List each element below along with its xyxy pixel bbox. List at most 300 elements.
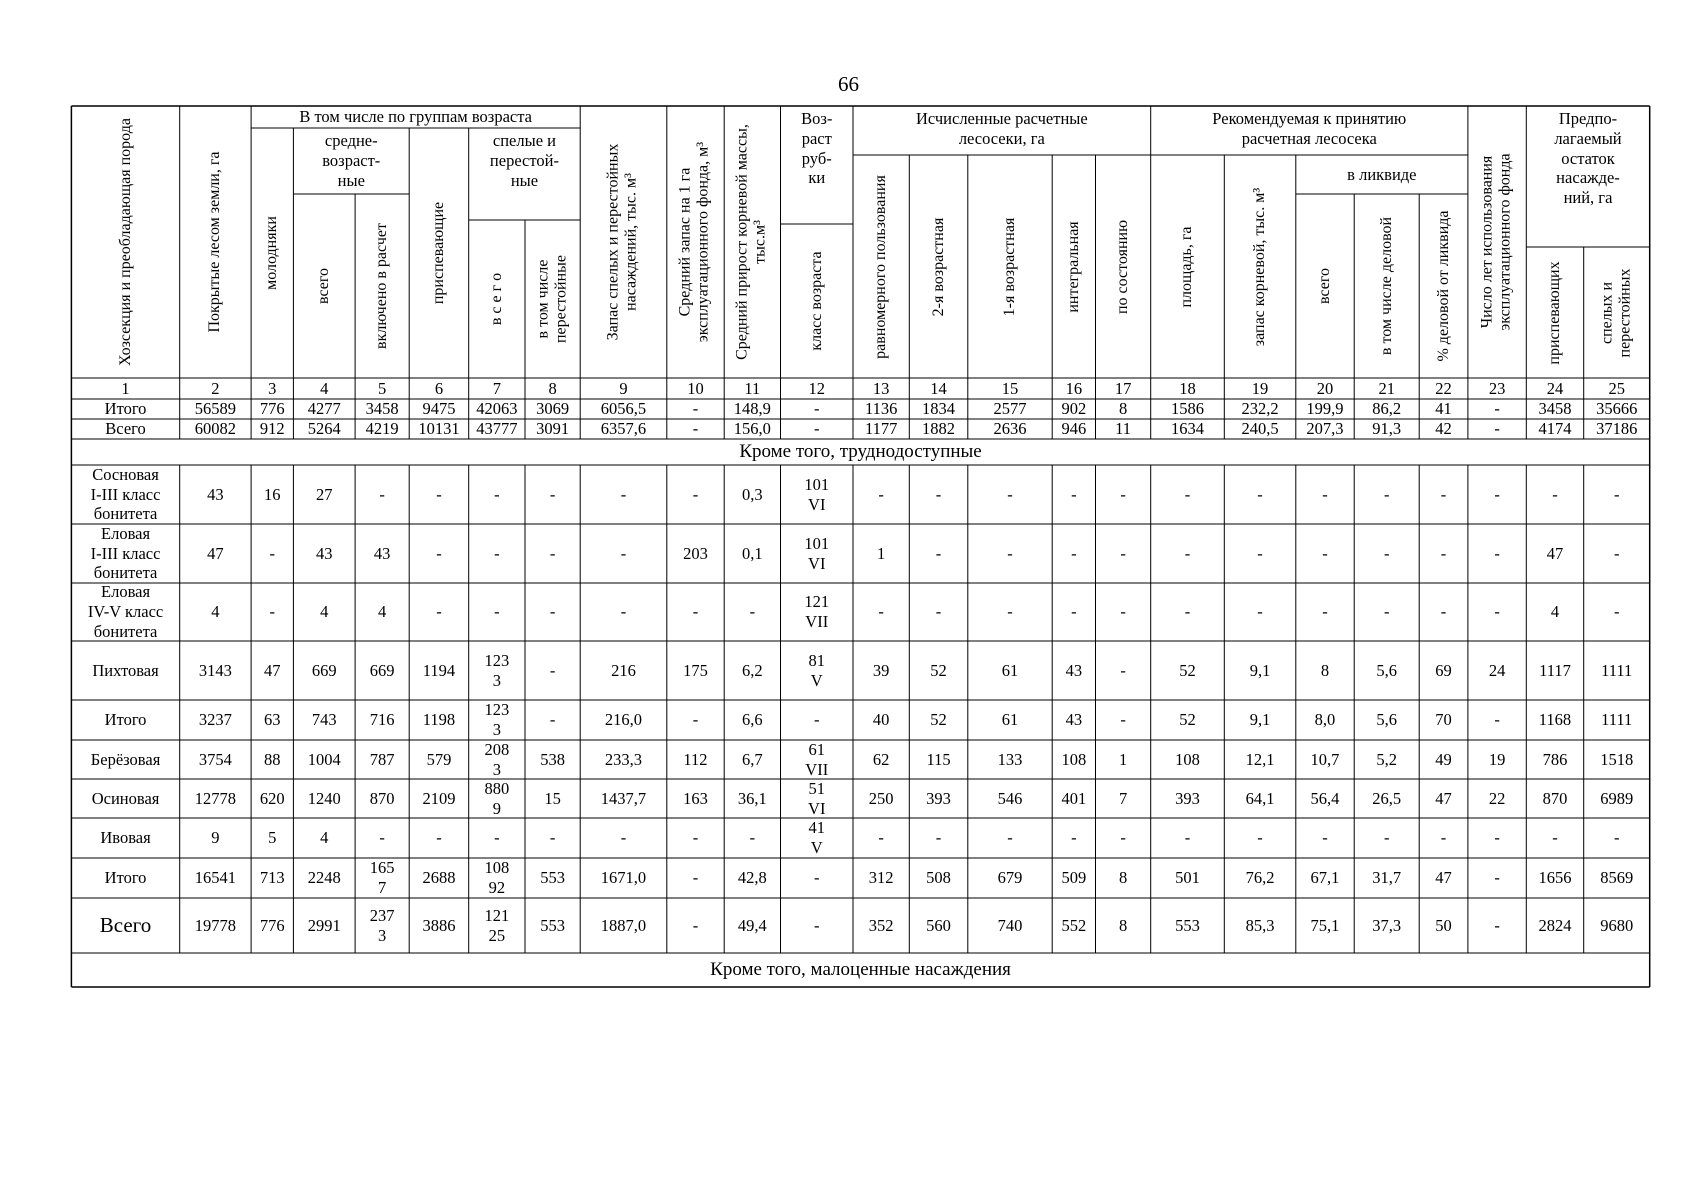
table-cell-text: 1518 [1600, 749, 1634, 769]
table-cell [1419, 858, 1468, 898]
table-cell [1584, 399, 1650, 419]
table-cell [1354, 583, 1419, 641]
table-cell [251, 524, 293, 583]
table-cell [1151, 779, 1225, 818]
table-cell [1096, 465, 1151, 524]
table-cell [180, 779, 251, 818]
table-cell [1526, 524, 1583, 583]
table-cell [724, 779, 780, 818]
table-cell-text: - [1184, 602, 1191, 622]
table-cell-text: 870 [369, 788, 395, 808]
row-label-text: Всего [105, 419, 146, 439]
table-cell-text: 4 [378, 602, 387, 622]
table-cell [1096, 858, 1151, 898]
table-cell-text: - [620, 602, 627, 622]
row-label [71, 641, 179, 700]
table-cell-text: - [494, 828, 500, 848]
table-cell [251, 583, 293, 641]
table-cell [1526, 779, 1583, 818]
row-label-text: Ивовая [100, 828, 151, 848]
table-cell [1296, 700, 1354, 740]
header-first-age-text: 1-я возрастная [1000, 217, 1018, 316]
row-label-text: Пихтовая [92, 660, 159, 680]
table-cell [1419, 898, 1468, 953]
header-computed-cuts [853, 106, 1151, 155]
table-cell [525, 399, 580, 419]
table-cell-text: 552 [1061, 915, 1087, 935]
table-cell-text: 352 [868, 915, 894, 935]
row-label [71, 740, 179, 779]
table-cell-text: - [1494, 710, 1500, 730]
table-cell [968, 740, 1052, 779]
row-label-text: Берёзовая [90, 749, 161, 769]
table-cell-text: 1882 [922, 419, 956, 439]
table-cell-text: 1117 [1539, 660, 1571, 680]
header-middle-aged-text: средне- возраст- ные [322, 131, 381, 190]
table-cell-text: 101 VI [804, 474, 830, 514]
table-cell-text: 39 [872, 660, 890, 680]
table-cell [293, 740, 355, 779]
table-cell-text: 1656 [1538, 868, 1572, 888]
table-cell [1224, 465, 1296, 524]
table-cell-text: 208 3 [484, 740, 510, 779]
table-cell-text: - [549, 710, 556, 730]
table-cell [853, 465, 909, 524]
table-cell [1096, 641, 1151, 700]
table-cell-text: - [1120, 660, 1126, 680]
table-cell [781, 641, 854, 700]
table-cell [1419, 740, 1468, 779]
table-cell [580, 641, 667, 700]
table-cell [1224, 898, 1296, 953]
table-cell-text: - [1120, 710, 1126, 730]
table-cell-text: - [1184, 484, 1191, 504]
table-cell-text: - [1322, 543, 1328, 563]
table-cell-text: 37186 [1596, 419, 1638, 439]
table-cell-text: 52 [930, 710, 947, 730]
table-cell-text: 1111 [1601, 660, 1633, 680]
table-cell-text: 123 3 [484, 700, 510, 739]
table-cell [1468, 818, 1526, 858]
table-cell-text: 6,2 [742, 660, 763, 680]
table-cell-text: 10131 [418, 419, 460, 439]
table-cell-text: 1887,0 [600, 915, 647, 935]
table-cell-text: - [935, 828, 942, 848]
column-number-text: 3 [268, 378, 277, 398]
table-cell-text: - [814, 868, 820, 888]
table-cell [293, 524, 355, 583]
table-cell-text: 9,1 [1249, 710, 1271, 730]
table-cell [1151, 740, 1225, 779]
header-area-text: площадь, га [1178, 225, 1196, 308]
table-cell [580, 700, 667, 740]
table-cell [1419, 524, 1468, 583]
table-cell [1584, 465, 1650, 524]
table-cell [1296, 641, 1354, 700]
table-cell [1468, 779, 1526, 818]
table-cell [667, 898, 724, 953]
table-cell [1296, 419, 1354, 439]
table-cell-text: 43777 [476, 419, 518, 439]
table-cell-text: - [1120, 484, 1126, 504]
table-cell-text: 546 [997, 788, 1023, 808]
section-band-hard-to-reach [71, 439, 1649, 465]
row-label-text: Осиновая [91, 788, 160, 808]
table-cell [409, 858, 469, 898]
table-cell-text: 27 [315, 484, 333, 504]
header-forested-land [180, 106, 251, 378]
table-cell [525, 419, 580, 439]
table-cell-text: 47 [1435, 868, 1452, 888]
table-cell [251, 700, 293, 740]
table-cell [853, 898, 909, 953]
table-cell-text: - [1440, 602, 1447, 622]
table-cell-text: 713 [259, 868, 285, 888]
header-remaining-ripe-text: спелых и перестойных [1598, 268, 1634, 357]
table-cell [1468, 740, 1526, 779]
table-cell [909, 399, 968, 419]
table-cell [1296, 740, 1354, 779]
table-cell [1296, 524, 1354, 583]
row-label [71, 524, 179, 583]
table-cell [409, 779, 469, 818]
table-cell-text: 669 [369, 660, 395, 680]
table-cell-text: 121 VII [804, 592, 830, 631]
table-cell-text: 1437,7 [600, 788, 647, 808]
table-cell-text: 8 [1118, 915, 1128, 935]
column-number [1419, 378, 1468, 399]
table-cell-text: 579 [426, 749, 452, 769]
table-cell [1419, 641, 1468, 700]
table-cell [409, 641, 469, 700]
table-cell [909, 740, 968, 779]
table-cell [180, 524, 251, 583]
header-computed-cuts-text: Исчисленные расчетные лесосеки, га [915, 109, 1088, 148]
table-cell [1296, 399, 1354, 419]
table-cell-text: 133 [997, 749, 1023, 769]
table-cell [909, 818, 968, 858]
column-number-text: 7 [492, 378, 501, 398]
table-cell-text: 501 [1175, 868, 1200, 888]
table-cell [180, 399, 251, 419]
table-cell-text: 112 [683, 749, 708, 769]
table-cell [968, 419, 1052, 439]
table-cell-text: 8 [1320, 660, 1330, 680]
header-age-class-text: класс возраста [807, 251, 825, 351]
table-cell [1468, 419, 1526, 439]
table-cell-text: 42,8 [737, 868, 767, 888]
table-cell [1096, 399, 1151, 419]
header-liquid [1296, 155, 1468, 194]
column-number [1526, 378, 1583, 399]
table-cell-text: 2109 [422, 788, 456, 808]
table-cell-text: - [1494, 484, 1500, 504]
table-cell [781, 700, 854, 740]
table-cell [781, 779, 854, 818]
row-label [71, 419, 179, 439]
header-young [251, 128, 293, 378]
table-cell-text: 1834 [922, 399, 956, 419]
row-label [71, 700, 179, 740]
table-cell-text: 216,0 [604, 710, 643, 730]
table-cell [580, 583, 667, 641]
table-cell-text: 47 [207, 543, 224, 563]
table-cell-text: 43 [315, 543, 333, 563]
table-cell [251, 641, 293, 700]
row-label-text: Еловая IV-V класс бонитета [87, 583, 164, 641]
header-mean-increment-text: Средний прирост корневой массы, тыс.м³ [733, 124, 770, 360]
table-cell-text: 12778 [194, 788, 236, 808]
table-cell-text: 8569 [1600, 868, 1634, 888]
column-number-text: 4 [320, 378, 329, 398]
table-cell [781, 524, 854, 583]
table-cell-text: 1136 [864, 399, 898, 419]
column-number [469, 378, 525, 399]
table-cell-text: 401 [1061, 788, 1087, 808]
table-cell [724, 700, 780, 740]
table-cell [469, 740, 525, 779]
table-cell-text: 88 [263, 749, 281, 769]
table-cell [1354, 641, 1419, 700]
table-cell [469, 583, 525, 641]
table-cell-text: 560 [926, 915, 951, 935]
table-cell-text: - [1383, 602, 1390, 622]
table-cell-text: - [1440, 484, 1447, 504]
table-cell-text: 15 [544, 788, 561, 808]
table-cell-text: 61 [1001, 710, 1019, 730]
table-cell-text: 91,3 [1372, 419, 1402, 439]
table-cell-text: - [1071, 484, 1077, 504]
table-cell [909, 858, 968, 898]
table-cell [409, 419, 469, 439]
header-age-class [781, 224, 854, 378]
column-number [1052, 378, 1095, 399]
table-cell [1224, 399, 1296, 419]
table-cell [1354, 399, 1419, 419]
table-cell [667, 465, 724, 524]
table-cell [1526, 700, 1583, 740]
table-cell [968, 779, 1052, 818]
table-cell-text: 19778 [194, 915, 236, 935]
table-cell [1468, 399, 1526, 419]
table-cell-text: - [814, 419, 820, 439]
table-cell [409, 700, 469, 740]
table-cell [1296, 898, 1354, 953]
table-cell-text: - [436, 484, 442, 504]
row-label-text: Еловая I-III класс бонитета [90, 524, 161, 583]
table-cell-text: 43 [1065, 660, 1083, 680]
column-number-text: 5 [378, 378, 387, 398]
table-cell [355, 465, 409, 524]
table-cell-text: 52 [1179, 710, 1196, 730]
table-cell [781, 399, 854, 419]
table-cell [1096, 583, 1151, 641]
column-number-text: 17 [1114, 378, 1132, 398]
table-cell [853, 583, 909, 641]
table-cell-text: 669 [311, 660, 337, 680]
table-cell-text: 31,7 [1372, 868, 1402, 888]
table-cell-text: 1671,0 [600, 868, 647, 888]
table-cell-text: - [620, 484, 627, 504]
table-cell-text: - [620, 828, 627, 848]
table-cell [1296, 818, 1354, 858]
table-cell [1151, 583, 1225, 641]
table-cell [525, 641, 580, 700]
table-cell-text: 123 3 [484, 650, 510, 690]
table-cell [909, 898, 968, 953]
table-cell [1296, 858, 1354, 898]
table-cell [293, 779, 355, 818]
table-cell-text: 165 7 [369, 858, 395, 897]
table-cell [355, 818, 409, 858]
column-number [724, 378, 780, 399]
table-cell-text: 86,2 [1372, 399, 1402, 419]
table-cell-text: - [692, 602, 699, 622]
table-cell-text: - [692, 868, 699, 888]
header-ripe-overripe [469, 128, 581, 220]
table-cell-text: 786 [1542, 749, 1568, 769]
column-number-text: 9 [619, 378, 628, 398]
column-number [355, 378, 409, 399]
table-cell [781, 898, 854, 953]
table-cell-text: 56,4 [1310, 788, 1340, 808]
table-cell-text: - [1257, 543, 1263, 563]
column-number [1354, 378, 1419, 399]
table-cell-text: 52 [930, 660, 947, 680]
header-remaining-maturing [1526, 247, 1583, 378]
table-cell-text: 8 [1118, 399, 1128, 419]
table-cell [968, 583, 1052, 641]
header-remaining-stands [1526, 106, 1649, 247]
table-cell-text: 108 [1175, 749, 1200, 769]
table-cell [1096, 700, 1151, 740]
table-cell [1526, 641, 1583, 700]
table-cell [1052, 818, 1095, 858]
column-number [1224, 378, 1296, 399]
table-cell [1468, 700, 1526, 740]
table-cell-text: - [1322, 602, 1328, 622]
table-cell-text: 312 [868, 868, 894, 888]
table-cell [1354, 779, 1419, 818]
table-cell-text: 47 [263, 660, 281, 680]
table-cell-text: - [749, 602, 756, 622]
table-cell-text: - [1494, 543, 1500, 563]
table-cell [1296, 583, 1354, 641]
table-cell-text: 24 [1488, 660, 1506, 680]
table-cell [1526, 465, 1583, 524]
table-cell-text: 10,7 [1310, 749, 1340, 769]
table-cell [909, 779, 968, 818]
header-cutting-age [781, 106, 854, 224]
table-cell [1584, 779, 1650, 818]
table-cell [1354, 740, 1419, 779]
table-cell-text: - [494, 484, 500, 504]
header-remaining-maturing-text: приспевающих [1545, 260, 1563, 365]
header-maturing [409, 128, 469, 378]
table-cell [293, 700, 355, 740]
table-cell-text: 508 [926, 868, 951, 888]
header-age-groups [251, 106, 580, 128]
table-cell-text: 203 [683, 543, 708, 563]
table-cell [1096, 779, 1151, 818]
table-cell-text: - [1322, 828, 1328, 848]
table-cell [724, 583, 780, 641]
row-label-text: Итого [104, 399, 147, 419]
table-cell [667, 740, 724, 779]
table-cell [1468, 524, 1526, 583]
table-cell-text: 3069 [536, 399, 570, 419]
table-cell [1052, 898, 1095, 953]
table-cell-text: 902 [1061, 399, 1087, 419]
table-cell-text: 2824 [1538, 915, 1572, 935]
table-cell [853, 641, 909, 700]
table-cell-text: 16541 [194, 868, 236, 888]
page-number: 66 [838, 72, 859, 96]
table-cell [180, 583, 251, 641]
header-by-condition [1096, 155, 1151, 378]
table-cell-text: 6989 [1600, 788, 1634, 808]
table-cell [1224, 419, 1296, 439]
table-cell [1151, 465, 1225, 524]
table-cell-text: - [1007, 602, 1013, 622]
header-ripe-stock [580, 106, 667, 378]
table-cell [1354, 419, 1419, 439]
table-cell [1052, 465, 1095, 524]
table-cell-text: 5,2 [1376, 749, 1397, 769]
table-cell [781, 818, 854, 858]
table-cell [1224, 641, 1296, 700]
table-cell-text: - [1494, 602, 1500, 622]
table-cell-text: - [269, 602, 275, 622]
table-cell [724, 818, 780, 858]
table-cell [1584, 583, 1650, 641]
table-cell-text: 3754 [198, 749, 232, 769]
table-cell-text: 3886 [422, 915, 456, 935]
table-cell [1224, 700, 1296, 740]
table-cell-text: 9 [211, 828, 220, 848]
table-cell-text: 6056,5 [600, 399, 647, 419]
header-mean-stock [667, 106, 724, 378]
table-cell-text: 64,1 [1245, 788, 1275, 808]
table-cell-text: - [692, 915, 699, 935]
table-cell-text: - [549, 828, 556, 848]
table-cell-text: 35666 [1596, 399, 1638, 419]
table-cell-text: 9475 [422, 399, 456, 419]
table-cell [525, 700, 580, 740]
table-cell [525, 524, 580, 583]
table-cell [409, 399, 469, 419]
table-cell-text: 41 [1435, 399, 1452, 419]
table-cell-text: 250 [868, 788, 894, 808]
table-cell-text: 148,9 [733, 399, 771, 419]
table-cell [293, 399, 355, 419]
table-cell-text: 7 [1118, 788, 1128, 808]
table-cell-text: 3143 [198, 660, 232, 680]
table-cell [409, 740, 469, 779]
header-area [1151, 155, 1225, 378]
table-cell-text: - [814, 915, 820, 935]
section-band-low-value [71, 953, 1649, 987]
table-cell [909, 524, 968, 583]
table-cell [1151, 399, 1225, 419]
table-cell-text: 946 [1061, 419, 1087, 439]
column-number [968, 378, 1052, 399]
column-number-text: 24 [1546, 378, 1564, 398]
table-cell-text: - [1613, 543, 1620, 563]
table-cell-text: 3458 [365, 399, 399, 419]
table-cell [724, 641, 780, 700]
table-cell [724, 419, 780, 439]
